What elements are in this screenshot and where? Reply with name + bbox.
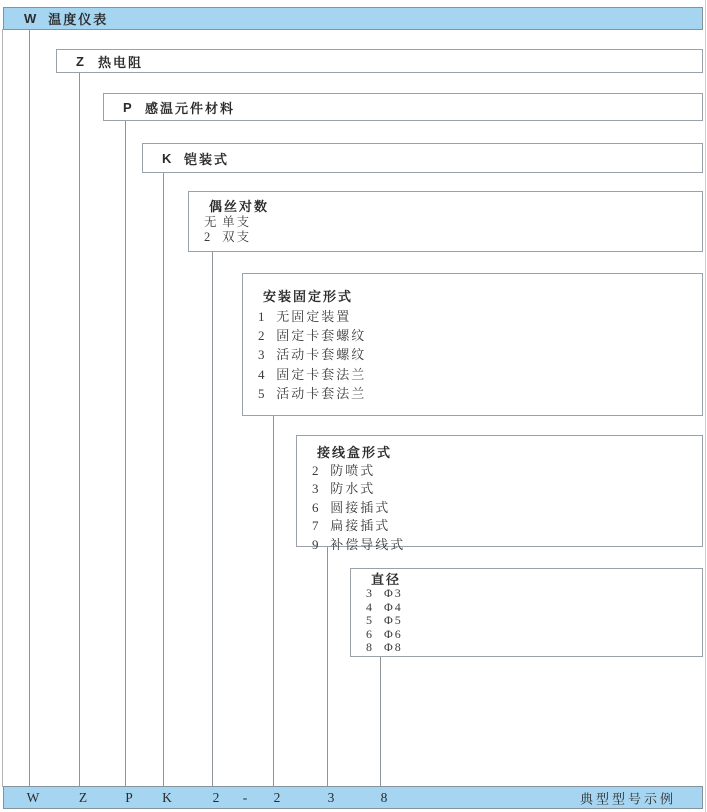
option-row bbox=[189, 215, 702, 230]
example-code-4: 2 bbox=[212, 789, 220, 805]
example-code-5: - bbox=[242, 789, 248, 805]
option-label: Φ4 bbox=[384, 599, 403, 614]
option-code: 6 bbox=[366, 626, 372, 641]
connector-line-diameter bbox=[380, 657, 381, 786]
connector-line-z bbox=[79, 73, 80, 786]
connector-line-k bbox=[163, 173, 164, 786]
option-label: Φ3 bbox=[384, 586, 403, 600]
option-label: 防喷式 bbox=[330, 463, 376, 478]
option-row bbox=[189, 230, 702, 245]
option-code: 1 bbox=[258, 309, 265, 324]
level-box-z bbox=[56, 49, 703, 73]
option-row bbox=[243, 345, 702, 364]
option-code: 5 bbox=[366, 613, 372, 628]
page-border-left bbox=[2, 29, 3, 787]
option-box-mounting bbox=[242, 273, 703, 416]
option-label: Φ5 bbox=[384, 613, 403, 628]
option-row bbox=[351, 587, 702, 601]
connector-line-pairs bbox=[212, 252, 213, 786]
example-caption: 典型型号示例 bbox=[579, 791, 676, 806]
option-label: Φ6 bbox=[384, 626, 403, 641]
option-code: 3 bbox=[258, 347, 265, 363]
example-code-3: K bbox=[162, 789, 172, 805]
option-box-diameter bbox=[350, 568, 703, 657]
option-row bbox=[243, 326, 702, 345]
level-label: 热电阻 bbox=[98, 54, 144, 70]
option-row bbox=[351, 641, 702, 655]
option-label: 双支 bbox=[222, 230, 252, 244]
option-row bbox=[351, 614, 702, 628]
option-row bbox=[297, 462, 702, 480]
connector-line-junction bbox=[327, 547, 328, 786]
option-code: 9 bbox=[312, 536, 319, 552]
option-row bbox=[243, 384, 702, 403]
option-title: 直径 bbox=[371, 572, 402, 587]
connector-line-p bbox=[125, 121, 126, 786]
connector-line-mount bbox=[273, 416, 274, 786]
example-code-1: Z bbox=[78, 789, 88, 805]
option-row bbox=[243, 307, 702, 326]
option-code: 7 bbox=[312, 518, 319, 534]
example-code-0: W bbox=[26, 789, 40, 805]
option-label: 单支 bbox=[222, 215, 252, 229]
level-label: 铠装式 bbox=[184, 151, 230, 167]
option-label: 防水式 bbox=[330, 481, 376, 497]
page-border-right bbox=[705, 0, 706, 812]
level-box-p bbox=[103, 93, 703, 121]
option-label: 固定卡套法兰 bbox=[276, 366, 367, 382]
option-label: 补偿导线式 bbox=[330, 536, 406, 552]
example-bar bbox=[3, 786, 703, 809]
option-row bbox=[351, 601, 702, 615]
level-code: K bbox=[162, 150, 172, 166]
example-code-2: P bbox=[125, 789, 133, 805]
option-code: 3 bbox=[312, 481, 319, 497]
option-row bbox=[297, 536, 702, 554]
series-label: 温度仪表 bbox=[48, 12, 109, 27]
option-code: 6 bbox=[312, 499, 319, 515]
option-label: 无固定装置 bbox=[276, 309, 352, 324]
option-code: 无 bbox=[204, 215, 217, 229]
level-code: Z bbox=[76, 53, 84, 69]
option-row bbox=[297, 499, 702, 517]
option-row bbox=[351, 628, 702, 642]
option-row bbox=[297, 517, 702, 535]
connector-line-w bbox=[29, 30, 30, 786]
option-label: Φ8 bbox=[384, 640, 403, 655]
option-box-junction-box bbox=[296, 435, 703, 552]
option-title: 接线盒形式 bbox=[317, 445, 393, 460]
level-code: P bbox=[123, 99, 132, 115]
option-code: 4 bbox=[366, 599, 372, 614]
option-label: 活动卡套法兰 bbox=[276, 385, 367, 401]
series-code: W bbox=[24, 11, 37, 26]
option-code: 2 bbox=[312, 463, 319, 478]
option-label: 活动卡套螺纹 bbox=[276, 347, 367, 363]
option-code: 5 bbox=[258, 385, 265, 401]
option-code: 2 bbox=[258, 328, 265, 344]
example-code-8: 8 bbox=[380, 789, 388, 805]
series-bar bbox=[3, 7, 703, 30]
option-code: 4 bbox=[258, 366, 265, 382]
option-code: 3 bbox=[366, 586, 372, 600]
option-row bbox=[243, 365, 702, 384]
option-label: 扁接插式 bbox=[330, 518, 391, 534]
example-code-7: 3 bbox=[327, 789, 335, 805]
level-box-k bbox=[142, 143, 703, 173]
option-title: 偶丝对数 bbox=[209, 199, 270, 214]
option-label: 固定卡套螺纹 bbox=[276, 328, 367, 344]
option-label: 圆接插式 bbox=[330, 499, 391, 515]
option-row bbox=[297, 480, 702, 498]
example-code-6: 2 bbox=[273, 789, 281, 805]
level-label: 感温元件材料 bbox=[145, 100, 236, 116]
option-title: 安装固定形式 bbox=[263, 289, 354, 304]
option-code: 2 bbox=[204, 230, 211, 244]
option-box-wire-pairs bbox=[188, 191, 703, 252]
option-code: 8 bbox=[366, 640, 372, 655]
